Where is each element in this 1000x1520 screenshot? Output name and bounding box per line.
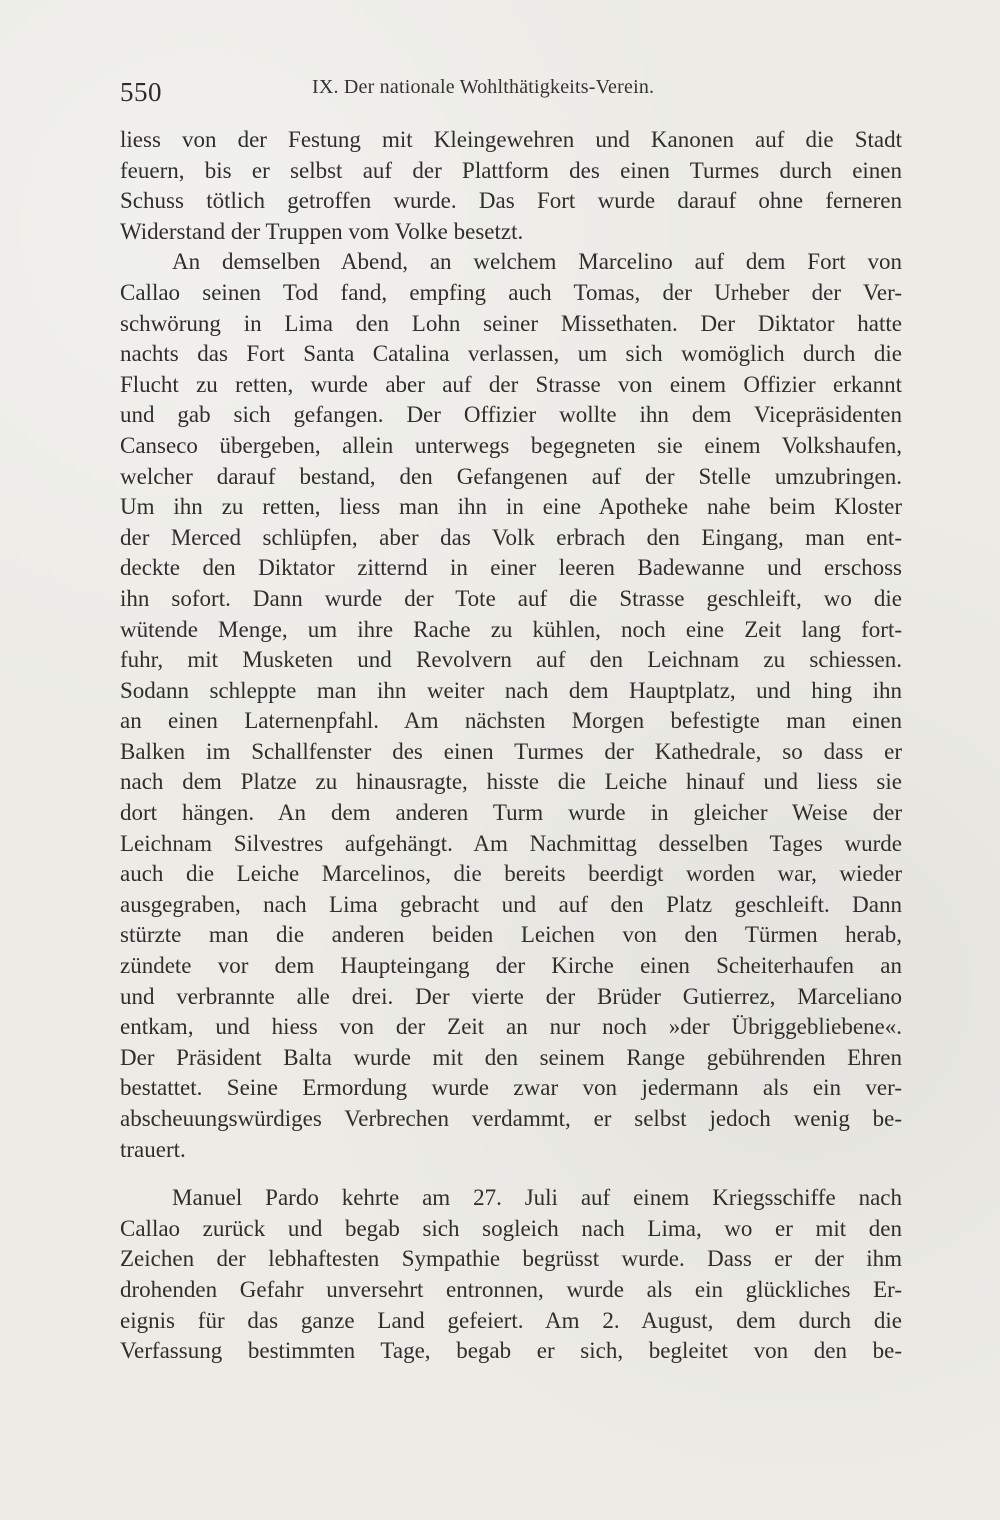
text-line: trauert. (120, 1136, 186, 1162)
text-line: drohenden Gefahr unversehrt entronnen, wurde als ein glückliches Er- (120, 1276, 902, 1302)
text-line: bestattet. Seine Ermordung wurde zwar von jedermann als ein ver- (120, 1075, 902, 1101)
text-line: Canseco übergeben, allein unterwegs begegneten sie einem Volkshaufen, (120, 432, 902, 458)
text-line: auch die Leiche Marcelinos, die bereits beerdigt worden war, wieder (120, 861, 902, 887)
text-line: Widerstand der Truppen vom Volke besetzt. (120, 218, 524, 244)
text-line: stürzte man die anderen beiden Leichen von den Türmen herab, (120, 922, 902, 948)
text-line: Schuss tötlich getroffen wurde. Das Fort wurde darauf ohne ferneren (120, 188, 902, 214)
text-line: an einen Laternenpfahl. Am nächsten Morgen befestigte man einen (120, 708, 902, 734)
text-line: dort hängen. An dem anderen Turm wurde in gleicher Weise der (120, 800, 902, 826)
paragraph-first-line: Manuel Pardo kehrte am 27. Juli auf einem Kriegsschiffe nach (172, 1185, 902, 1211)
text-line: Um ihn zu retten, liess man ihn in eine Apotheke nahe beim Kloster (120, 494, 902, 520)
page-number: 550 (120, 77, 162, 107)
text-line: und gab sich gefangen. Der Offizier wollte ihn dem Vicepräsidenten (120, 402, 902, 428)
running-head: IX. Der nationale Wohlthätigkeits-Verein. (312, 76, 655, 98)
paragraph-first-line: An demselben Abend, an welchem Marcelino auf dem Fort von (172, 249, 902, 275)
text-line: ihn sofort. Dann wurde der Tote auf die Strasse geschleift, wo die (120, 585, 902, 611)
text-line: Der Präsident Balta wurde mit den seinem Range gebührenden Ehren (120, 1044, 902, 1070)
text-line: abscheuungswürdiges Verbrechen verdammt, er selbst jedoch wenig be- (120, 1106, 902, 1131)
text-line: Flucht zu retten, wurde aber auf der Strasse von einem Offizier erkannt (120, 371, 902, 397)
text-line: entkam, und hiess von der Zeit an nur noch »der Übriggebliebene«. (120, 1014, 902, 1040)
text-line: welcher darauf bestand, den Gefangenen auf der Stelle umzubringen. (120, 463, 902, 489)
page-header (120, 75, 900, 115)
text-line: deckte den Diktator zitternd in einer leeren Badewanne und erschoss (120, 555, 902, 581)
paragraph-gap (120, 1165, 902, 1183)
text-line: fuhr, mit Musketen und Revolvern auf den Leichnam zu schiessen. (120, 647, 902, 673)
text-line: Zeichen der lebhaftesten Sympathie begrüsst wurde. Dass er der ihm (120, 1246, 902, 1272)
text-line: Sodann schleppte man ihn weiter nach dem Hauptplatz, und hing ihn (120, 677, 902, 703)
text-line: Callao zurück und begab sich sogleich nach Lima, wo er mit den (120, 1215, 902, 1241)
text-line: zündete vor dem Haupteingang der Kirche einen Scheiterhaufen an (120, 953, 902, 979)
text-line: der Merced schlüpfen, aber das Volk erbrach den Eingang, man ent- (120, 524, 902, 550)
text-line: ausgegraben, nach Lima gebracht und auf den Platz geschleift. Dann (120, 891, 902, 917)
text-line: und verbrannte alle drei. Der vierte der Brüder Gutierrez, Marceliano (120, 983, 902, 1009)
text-line: liess von der Festung mit Kleingewehren und Kanonen auf die Stadt (120, 127, 902, 152)
text-line: Leichnam Silvestres aufgehängt. Am Nachmittag desselben Tages wurde (120, 830, 902, 856)
text-line: eignis für das ganze Land gefeiert. Am 2. August, dem durch die (120, 1307, 902, 1333)
text-line: Verfassung bestimmten Tage, begab er sich, begleitet von den be- (120, 1338, 902, 1364)
text-line: Balken im Schallfenster des einen Turmes der Kathedrale, so dass er (120, 738, 902, 764)
text-line: nach dem Platze zu hinausragte, hisste die Leiche hinauf und liess sie (120, 769, 902, 795)
text-line: schwörung in Lima den Lohn seiner Missethaten. Der Diktator hatte (120, 310, 902, 336)
text-line: Callao seinen Tod fand, empfing auch Tomas, der Urheber der Ver- (120, 279, 902, 305)
text-line: feuern, bis er selbst auf der Plattform des einen Turmes durch einen (120, 157, 902, 183)
text-line: nachts das Fort Santa Catalina verlassen, um sich womöglich durch die (120, 341, 902, 367)
body-text (120, 125, 902, 1367)
text-line: wütende Menge, um ihre Rache zu kühlen, noch eine Zeit lang fort- (120, 616, 902, 642)
